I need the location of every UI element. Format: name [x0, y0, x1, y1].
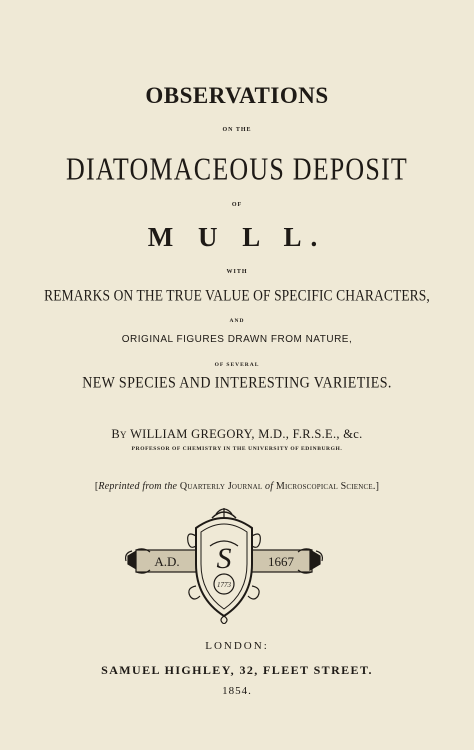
- subtitle-new-species: NEW SPECIES AND INTERESTING VARIETIES.: [82, 374, 392, 393]
- imprint-city: LONDON:: [205, 640, 269, 652]
- connector-on-the: ON THE: [222, 127, 252, 133]
- reprint-of: of: [265, 481, 274, 492]
- imprint-publisher: SAMUEL HIGHLEY, 32, FLEET STREET.: [101, 663, 373, 677]
- reprint-word: Reprinted: [98, 481, 140, 492]
- author-line: [0, 428, 474, 441]
- emblem-year: 1773: [217, 581, 231, 589]
- author-title: PROFESSOR OF CHEMISTRY IN THE UNIVERSITY OF EDINBURGH.: [131, 446, 343, 452]
- reprint-journal: Quarterly Journal: [179, 481, 263, 492]
- connector-and: AND: [229, 318, 245, 324]
- reprint-bracket-open: [: [94, 481, 99, 492]
- heading-observations: OBSERVATIONS: [145, 83, 329, 108]
- connector-of: OF: [231, 202, 243, 208]
- author-name: WILLIAM GREGORY, M.D., F.R.S.E., &c.: [130, 427, 363, 441]
- reprint-science: Microscopical Science.: [275, 481, 376, 492]
- heading-place: M U L L.: [147, 222, 327, 252]
- emblem-right-label: 1667: [268, 554, 294, 569]
- heading-diatomaceous-deposit: DIATOMACEOUS DEPOSIT: [65, 152, 409, 187]
- emblem-left-label: A.D.: [154, 554, 180, 569]
- subtitle-remarks: REMARKS ON THE TRUE VALUE OF SPECIFIC CHARACTERS,: [44, 286, 430, 305]
- imprint-year: 1854.: [222, 685, 252, 697]
- reprint-note: [0, 482, 474, 492]
- subtitle-original-figures: ORIGINAL FIGURES DRAWN FROM NATURE,: [121, 334, 353, 345]
- emblem-monogram: S: [216, 542, 232, 575]
- publisher-device-icon: [124, 506, 324, 624]
- connector-of-several: OF SEVERAL: [214, 362, 260, 368]
- connector-with: WITH: [226, 269, 248, 275]
- author-by: By: [111, 427, 127, 441]
- reprint-the: the: [164, 481, 178, 492]
- reprint-bracket-close: ]: [375, 481, 380, 492]
- reprint-from: from: [142, 481, 162, 492]
